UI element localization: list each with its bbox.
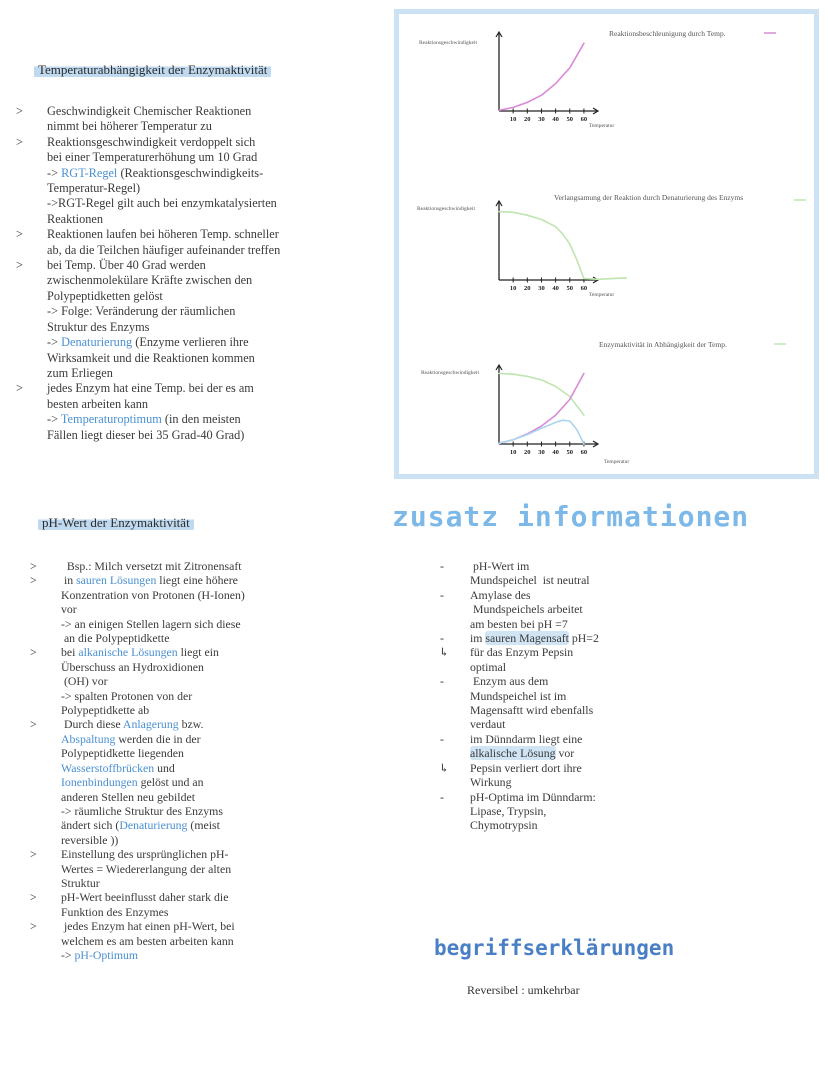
bullet-marker: > [30, 645, 37, 660]
list-line: vor [61, 602, 77, 617]
list-item [30, 847, 330, 890]
section-heading-temperature: Temperaturabhängigkeit der Enzymaktivität [34, 61, 271, 79]
list-line: Magensaftt wird ebenfalls [470, 703, 594, 718]
list-item [30, 573, 330, 645]
list-line: Einstellung des ursprünglichen pH- [61, 847, 229, 862]
series-line [499, 420, 584, 444]
list-line [47, 412, 376, 427]
list-line: Polypeptidkette liegenden [61, 746, 184, 761]
x-tick-label: 20 [524, 285, 531, 292]
zusatz-list [440, 559, 660, 833]
x-tick-label: 20 [524, 116, 531, 123]
series-line [499, 43, 584, 110]
bullet-marker: > [16, 258, 23, 273]
x-tick-label: 40 [552, 449, 559, 456]
x-tick-label: 30 [538, 116, 545, 123]
term-abspaltung: Abspaltung [61, 731, 116, 746]
y-axis-label: Reaktionsgeschwindigkeit [417, 206, 476, 212]
dash-marker: - [440, 674, 444, 689]
x-tick-label: 50 [566, 285, 574, 292]
list-line: Wirkung [470, 775, 512, 790]
list-line: für das Enzym Pepsin [470, 645, 574, 660]
list-line: ab, da die Teilchen häufiger aufeinander treffen [47, 242, 281, 257]
glossary-title: begriffserklärungen [434, 936, 675, 960]
list-line: Durch diese Anlagerung bzw. [61, 717, 204, 732]
list-line: pH-Wert im [470, 559, 530, 573]
section-heading-ph: pH-Wert der Enzymaktivität [38, 514, 194, 532]
list-item [30, 559, 330, 573]
list-line: Funktion des Enzymes [61, 904, 169, 919]
list-line [47, 335, 376, 350]
term-ph-optimum: pH-Optimum [74, 947, 139, 962]
list-item [440, 559, 660, 588]
highlight-saurer-magensaft: sauren Magensaft [485, 631, 569, 646]
x-tick-label: 50 [566, 116, 574, 123]
list-line: Polypeptidkette ab [61, 703, 150, 718]
term-anlagerung: Anlagerung [122, 717, 179, 732]
corner-arrow-icon: ↳ [439, 645, 449, 660]
chart-title: Reaktionsbeschleunigung durch Temp. [609, 29, 726, 38]
arrow: -> [47, 165, 59, 180]
list-line: -> Folge: Veränderung der räumlichen [47, 304, 236, 319]
dash-marker: - [440, 559, 444, 573]
series-line [499, 373, 584, 443]
list-line: bei einer Temperaturerhöhung um 10 Grad [47, 150, 258, 165]
list-item [16, 258, 376, 381]
list-line: besten arbeiten kann [47, 396, 149, 411]
list-line: Pepsin verliert dort ihre [470, 760, 582, 775]
charts-panel [394, 9, 819, 479]
list-line: verdaut [470, 717, 506, 732]
list-item [440, 732, 660, 761]
list-line: alkalische Lösung vor [470, 746, 575, 761]
dash-marker: - [440, 789, 444, 804]
list-item [16, 135, 376, 227]
list-line: Polypeptidketten gelöst [47, 288, 163, 303]
term-saure-loesungen: sauren Lösungen [76, 573, 157, 588]
list-item [16, 104, 376, 135]
list-line: bei Temp. Über 40 Grad werden [47, 258, 206, 273]
glossary-entry: Reversibel : umkehrbar [467, 983, 580, 997]
list-item [440, 645, 660, 674]
list-item [30, 919, 330, 962]
dash-marker: - [440, 631, 444, 646]
term-alkanische-loesungen: alkanische Lösungen [78, 645, 178, 660]
term-rgt-regel: RGT-Regel [61, 165, 118, 180]
list-item [16, 227, 376, 258]
list-line: Wirksamkeit und die Reaktionen kommen [47, 350, 255, 365]
list-line: Geschwindigkeit Chemischer Reaktionen [47, 104, 252, 118]
list-line: reversible )) [61, 832, 119, 847]
list-line: zum Erliegen [47, 365, 113, 380]
term-temperaturoptimum: Temperaturoptimum [60, 412, 162, 427]
list-line: Reaktionen [47, 211, 104, 226]
list-line: an die Polypeptidkette [61, 631, 170, 646]
x-tick-label: 30 [538, 285, 545, 292]
x-tick-label: 30 [538, 449, 545, 456]
term-ionenbindungen: Ionenbindungen [61, 775, 138, 790]
list-line: Mundspeichel ist im [470, 688, 567, 703]
list-line: nimmt bei höherer Temperatur zu [47, 119, 212, 134]
series-line [499, 212, 626, 280]
list-line: -> pH-Optimum [61, 947, 139, 962]
list-line: (OH) vor [61, 674, 108, 689]
list-line: Überschuss an Hydroxidionen [61, 659, 204, 674]
list-line: Struktur [61, 875, 100, 890]
list-line: Lipase, Trypsin, [470, 803, 547, 818]
list-line: Mundspeichels arbeitet [470, 602, 583, 617]
list-line: Abspaltung werden die in der [61, 731, 201, 746]
chart-title: Enzymaktivität in Abhängigkeit der Temp. [599, 340, 727, 349]
list-line: Wertes = Wiedererlangung der alten [61, 861, 232, 876]
x-tick-label: 10 [509, 285, 517, 292]
x-axis-label: Temperatur [604, 459, 630, 465]
highlight-alkalische-loesung: alkalische Lösung [470, 746, 556, 761]
x-tick-label: 50 [566, 449, 574, 456]
list-line: Ionenbindungen gelöst und an [61, 775, 204, 790]
list-item [30, 645, 330, 717]
x-axis-label: Temperatur [589, 123, 615, 129]
list-line: Bsp.: Milch versetzt mit Zitronensaft [61, 559, 242, 573]
chart-title: Verlangsamung der Reaktion durch Denaturierung des Enzyms [554, 193, 744, 202]
bullet-marker: > [30, 890, 37, 905]
list-line: Reaktionsgeschwindigkeit verdoppelt sich [47, 134, 256, 149]
list-line: optimal [470, 659, 507, 674]
list-line: Struktur des Enzyms [47, 319, 150, 334]
list-line: Wasserstoffbrücken und [61, 760, 175, 775]
list-line: jedes Enzym hat einen pH-Wert, bei [61, 919, 235, 934]
arrow: -> [47, 412, 59, 427]
list-line: Reaktionen laufen bei höheren Temp. schneller [47, 227, 279, 242]
dash-marker: - [440, 587, 444, 602]
list-line: -> spalten Protonen von der [61, 688, 193, 703]
list-line: pH-Optima im Dünndarm: [470, 789, 596, 804]
list-line: -> an einigen Stellen lagern sich diese [61, 616, 241, 631]
charts-svg [399, 14, 814, 474]
y-axis-label: Reaktionsgeschwindigkeit [419, 40, 478, 46]
list-line: ->RGT-Regel gilt auch bei enzymkatalysierten [47, 196, 277, 211]
x-tick-label: 60 [580, 116, 588, 123]
list-item [440, 674, 660, 732]
list-line: Enzym aus dem [470, 674, 549, 689]
list-line: im sauren Magensaft pH=2 [470, 631, 599, 646]
bullet-marker: > [30, 717, 37, 732]
list-line: jedes Enzym hat eine Temp. bei der es am [47, 381, 254, 396]
list-line: zwischenmolekülare Kräfte zwischen den [47, 273, 253, 288]
zusatz-title: zusatz informationen [392, 500, 750, 533]
list-text: (Reaktionsgeschwindigkeits- [120, 165, 264, 180]
bullet-marker: > [30, 559, 37, 573]
list-item [16, 381, 376, 443]
bullet-marker: > [16, 381, 23, 396]
ph-list [30, 559, 330, 962]
list-line: -> räumliche Struktur des Enzyms [61, 803, 223, 818]
list-item [440, 631, 660, 645]
x-axis-label: Temperatur [589, 292, 615, 298]
list-line: Mundspeichel ist neutral [470, 573, 590, 588]
list-item [440, 761, 660, 790]
x-tick-label: 40 [552, 116, 559, 123]
arrow: -> [47, 335, 59, 350]
bullet-marker: > [16, 227, 23, 242]
list-text: (Enzyme verlieren ihre [135, 335, 249, 350]
list-item [30, 890, 330, 919]
list-line: Temperatur-Regel) [47, 181, 141, 196]
x-tick-label: 20 [524, 449, 531, 456]
list-line: Fällen liegt dieser bei 35 Grad-40 Grad) [47, 427, 245, 442]
list-line: im Dünndarm liegt eine [470, 731, 583, 746]
term-denaturierung: Denaturierung [61, 335, 133, 350]
term-wasserstoffbruecken: Wasserstoffbrücken [61, 760, 155, 775]
list-line: Chymotrypsin [470, 818, 538, 833]
bullet-marker: > [30, 573, 37, 588]
list-line: pH-Wert beeinflusst daher stark die [61, 890, 229, 905]
dash-marker: - [440, 731, 444, 746]
bullet-marker: > [16, 134, 23, 149]
corner-arrow-icon: ↳ [439, 760, 449, 775]
bullet-marker: > [16, 104, 23, 118]
temperature-list [16, 104, 376, 443]
list-line: Konzentration von Protonen (H-Ionen) [61, 587, 245, 602]
list-line: welchem es am besten arbeiten kann [61, 933, 234, 948]
list-line: am besten bei pH =7 [470, 616, 568, 631]
term-denaturierung-2: Denaturierung [119, 818, 188, 833]
bullet-marker: > [30, 919, 37, 934]
list-line [47, 166, 376, 181]
list-item [30, 717, 330, 847]
series-line [499, 373, 584, 415]
list-line: Amylase des [470, 587, 531, 602]
x-tick-label: 40 [552, 285, 559, 292]
list-line: ändert sich (Denaturierung (meist [61, 818, 220, 833]
y-axis-label: Reaktionsgeschwindigkeit [421, 370, 480, 376]
x-tick-label: 60 [580, 449, 588, 456]
x-tick-label: 10 [509, 116, 517, 123]
x-tick-label: 60 [580, 285, 588, 292]
bullet-marker: > [30, 847, 37, 862]
x-tick-label: 10 [509, 449, 517, 456]
list-line: bei alkanische Lösungen liegt ein [61, 645, 219, 660]
list-line: in sauren Lösungen liegt eine höhere [61, 573, 238, 588]
list-item [440, 588, 660, 631]
list-line: anderen Stellen neu gebildet [61, 789, 195, 804]
list-item [440, 790, 660, 833]
list-text: (in den meisten [164, 412, 241, 427]
